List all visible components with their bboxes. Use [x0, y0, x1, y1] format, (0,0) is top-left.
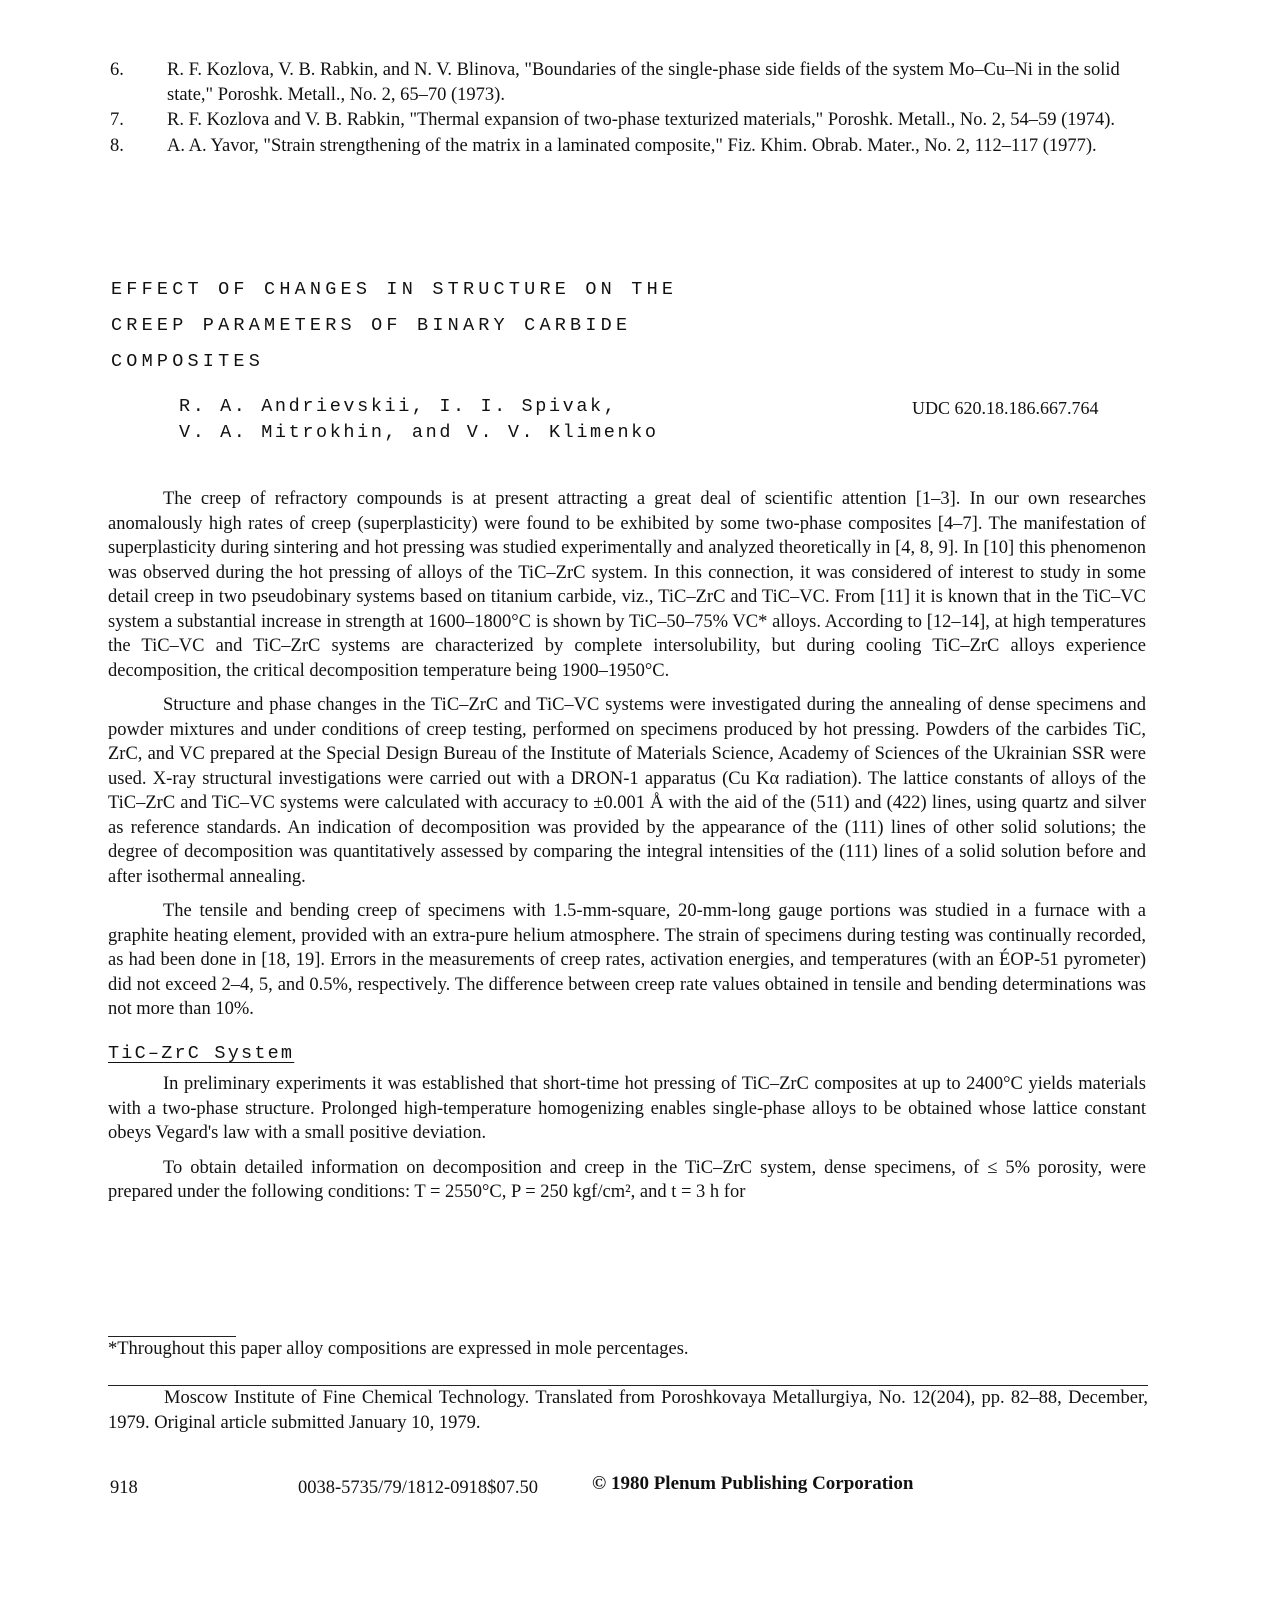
reference-item	[110, 58, 1150, 107]
reference-item	[110, 134, 1150, 159]
footnote: *Throughout this paper alloy compositions are expressed in mole percentages.	[108, 1339, 689, 1359]
reference-number: 6.	[110, 60, 124, 80]
author-list	[179, 394, 779, 446]
author-line: V. A. Mitrokhin, and V. V. Klimenko	[179, 422, 659, 443]
body-paragraph: To obtain detailed information on decomposition and creep in the TiC–ZrC system, dense specimens, of ≤ 5% porosity, were prepared under the following conditions: T = 2550°C, P = 250 kgf/cm², and t = 3 h for	[108, 1157, 1146, 1202]
source-note: Moscow Institute of Fine Chemical Technology. Translated from Poroshkovaya Metallurgiya, No. 12(204), pp. 82–88, December, 1979. Original article submitted January 10, 1979.	[108, 1388, 1148, 1433]
body-paragraph: The creep of refractory compounds is at present attracting a great deal of scientific attention [1–3]. In our own researches anomalously high rates of creep (superplasticity) were found to be exhibited by some two-phase composites [4–7]. The manifestation of superplasticity during sintering and hot pressing was studied experimentally and analyzed theoretically in [4, 8, 9]. In [10] this phenomenon was observed during the hot pressing of alloys of the TiC–ZrC system. In this connection, it was considered of interest to study in some detail creep in two pseudobinary systems based on titanium carbide, viz., TiC–ZrC and TiC–VC. From [11] it is known that in the TiC–VC system a substantial increase in strength at 1600–1800°C is shown by TiC–50–75% VC* alloys. According to [12–14], at high temperatures the TiC–VC and TiC–ZrC systems are characterized by complete intersolubility, but during cooling TiC–ZrC alloys experience decomposition, the critical decomposition temperature being 1900–1950°C.	[108, 489, 1146, 681]
reference-text: R. F. Kozlova and V. B. Rabkin, "Thermal expansion of two-phase texturized materials," Poroshk. Metall., No. 2, 54–59 (1974).	[167, 110, 1116, 130]
body-paragraph: Structure and phase changes in the TiC–ZrC and TiC–VC systems were investigated during the annealing of dense specimens and powder mixtures and under conditions of creep testing, performed on specimens produced by hot pressing. Powders of the carbides TiC, ZrC, and VC prepared at the Special Design Bureau of the Institute of Materials Science, Academy of Sciences of the Ukrainian SSR were used. X-ray structural investigations were carried out with a DRON-1 apparatus (Cu Kα radiation). The lattice constants of alloys of the TiC–ZrC and TiC–VC systems were calculated with accuracy to ±0.001 Å with the aid of the (511) and (422) lines, using quartz and silver as reference standards. An indication of decomposition was provided by the appearance of the (111) lines of other solid solutions; the degree of decomposition was quantitatively assessed by comparing the integral intensities of the (111) lines of a solid solution before and after isothermal annealing.	[108, 695, 1146, 887]
reference-number: 7.	[110, 110, 124, 130]
reference-list	[110, 58, 1150, 159]
article-code: 0038-5735/79/1812-0918$07.50	[298, 1478, 538, 1498]
reference-number: 8.	[110, 135, 124, 156]
reference-text: R. F. Kozlova, V. B. Rabkin, and N. V. Blinova, "Boundaries of the single-phase side fields of the system Mo–Cu–Ni in the solid state," Poroshk. Metall., No. 2, 65–70 (1973).	[167, 60, 1120, 105]
body-paragraph: The tensile and bending creep of specimens with 1.5-mm-square, 20-mm-long gauge portions was studied in a furnace with a graphite heating element, provided with an extra-pure helium atmosphere. The strain of specimens during testing was continually recorded, as had been done in [18, 19]. Errors in the measurements of creep rates, activation energies, and temperatures (with an ÉOP-51 pyrometer) did not exceed 2–4, 5, and 0.5%, respectively. The difference between creep rate values obtained in tensile and bending determinations was not more than 10%.	[108, 901, 1146, 1019]
page-footer	[110, 1473, 1150, 1502]
title-line: EFFECT OF CHANGES IN STRUCTURE ON THE	[111, 279, 678, 300]
article-body	[108, 487, 1146, 1215]
reference-text: A. A. Yavor, "Strain strengthening of the matrix in a laminated composite," Fiz. Khim. Obrab. Mater., No. 2, 112–117 (1977).	[167, 135, 1097, 156]
copyright-notice: © 1980 Plenum Publishing Corporation	[592, 1473, 914, 1494]
page-number: 918	[110, 1478, 138, 1498]
reference-item	[110, 108, 1150, 133]
udc-code: UDC 620.18.186.667.764	[912, 398, 1099, 418]
title-line: CREEP PARAMETERS OF BINARY CARBIDE	[111, 315, 632, 336]
title-line: COMPOSITES	[111, 351, 265, 372]
article-title	[111, 272, 811, 380]
body-paragraph: In preliminary experiments it was established that short-time hot pressing of TiC–ZrC composites at up to 2400°C yields materials with a two-phase structure. Prolonged high-temperature homogenizing enables single-phase alloys to be obtained whose lattice constant obeys Vegard's law with a small positive deviation.	[108, 1074, 1146, 1143]
author-line: R. A. Andrievskii, I. I. Spivak,	[179, 396, 618, 417]
section-heading: TiC–ZrC System	[108, 1042, 295, 1064]
